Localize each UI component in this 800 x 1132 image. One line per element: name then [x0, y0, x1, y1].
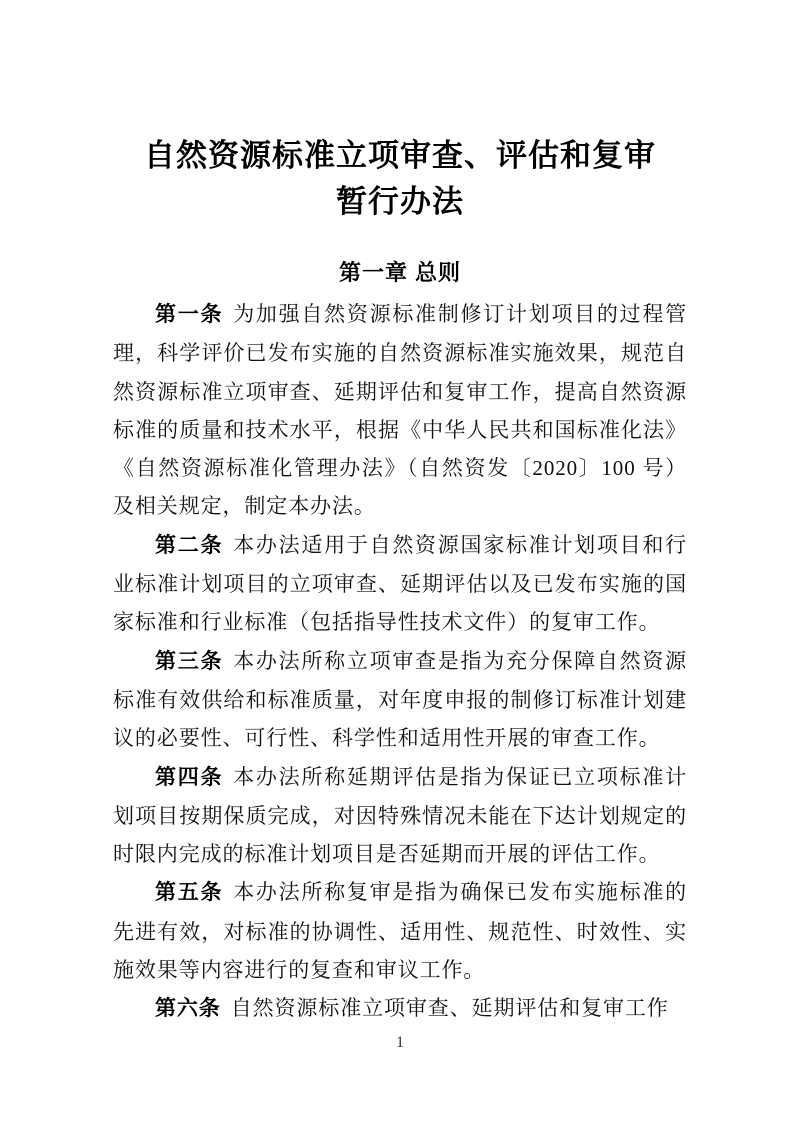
article-list — [113, 295, 687, 1029]
article-paragraph-5 — [113, 873, 687, 989]
article-3-label: 第三条 — [155, 649, 224, 673]
article-paragraph-6 — [113, 989, 687, 1028]
page-number: 1 — [396, 1034, 404, 1051]
chapter-heading: 第一章 总则 — [338, 260, 462, 285]
article-paragraph-1 — [113, 295, 687, 526]
article-5-text: 本办法所称复审是指为确保已发布实施标准的先进有效，对标准的协调性、适用性、规范性、时效性、实施效果等内容进行的复查和审议工作。 — [113, 880, 688, 983]
document-title — [113, 133, 687, 225]
article-5-label: 第五条 — [155, 881, 224, 905]
article-1-text: 为加强自然资源标准制修订计划项目的过程管理，科学评价已发布实施的自然资源标准实施效果，规范自然资源标准立项审查、延期评估和复审工作，提高自然资源标准的质量和技术水平，根据《中华人民共和国标准化法》《自然资源标准化管理办法》（自然资发〔2020〕100 号）及相关规定，制定本办法。 — [113, 302, 688, 519]
article-1-label: 第一条 — [155, 303, 224, 326]
article-paragraph-3 — [113, 642, 687, 758]
article-paragraph-4 — [113, 758, 687, 874]
article-6-label: 第六条 — [155, 997, 221, 1021]
document-title-line1: 自然资源标准立项审查、评估和复审 — [144, 138, 656, 173]
article-4-label: 第四条 — [155, 765, 224, 789]
document-title-line2: 暂行办法 — [336, 184, 464, 219]
article-6-text: 自然资源标准立项审查、延期评估和复审工作 — [230, 996, 669, 1021]
article-2-text: 本办法适用于自然资源国家标准计划项目和行业标准计划项目的立项审查、延期评估以及已发布实施的国家标准和行业标准（包括指导性技术文件）的复审工作。 — [113, 532, 688, 635]
article-2-label: 第二条 — [155, 533, 224, 557]
article-4-text: 本办法所称延期评估是指为保证已立项标准计划项目按期保质完成，对因特殊情况未能在下达计划规定的时限内完成的标准计划项目是否延期而开展的评估工作。 — [113, 764, 688, 867]
article-paragraph-2 — [113, 526, 687, 642]
article-3-text: 本办法所称立项审查是指为充分保障自然资源标准有效供给和标准质量，对年度申报的制修订标准计划建议的必要性、可行性、科学性和适用性开展的审查工作。 — [113, 648, 688, 751]
